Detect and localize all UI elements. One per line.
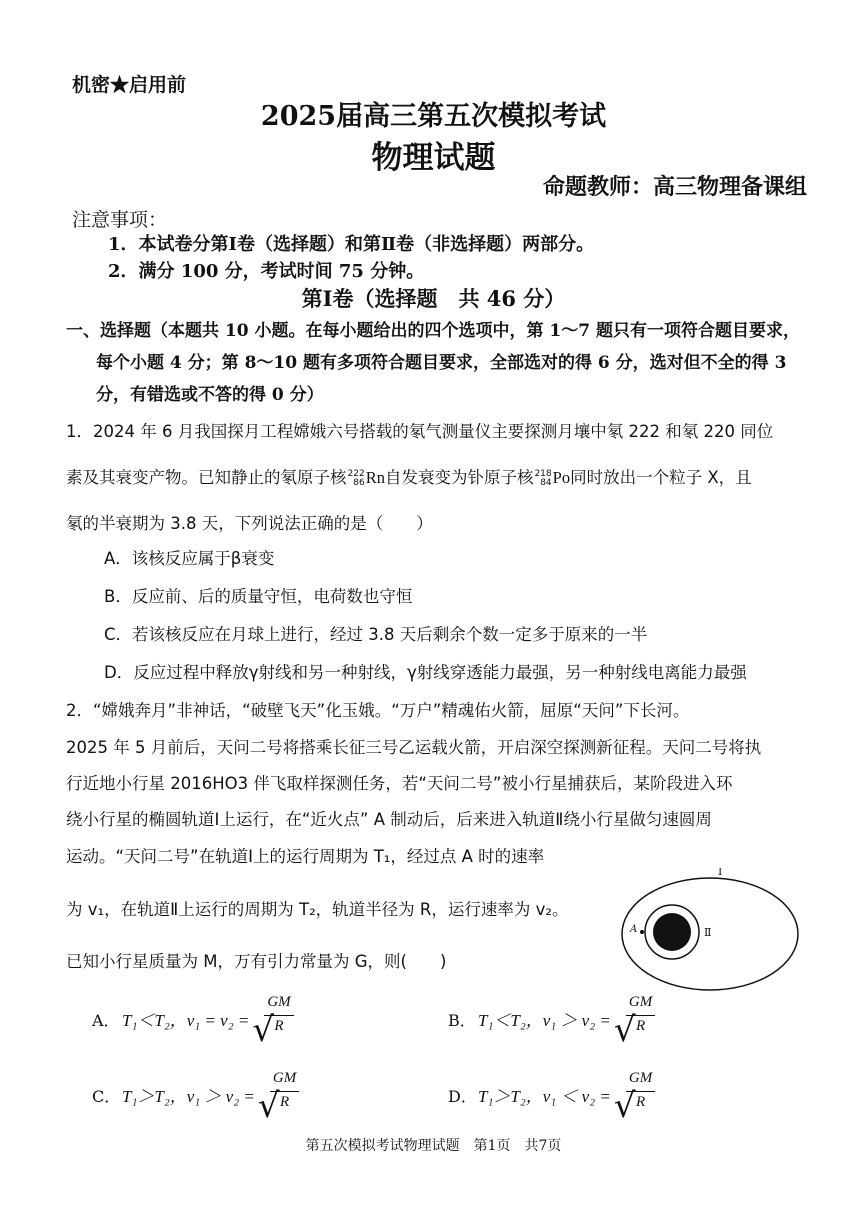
choice-label: B． [448,1011,476,1030]
sqrt-expression [613,993,655,1050]
fraction-denominator: R [274,1017,284,1034]
question-2-choice-c [92,1069,299,1134]
polonium-mass-number: 218 [534,468,552,479]
choice-expression: T₁＞T₂，v₁ ＜ v₂ = [478,1087,611,1106]
choice-label: C． [92,1087,121,1106]
question-1-option-d: D．反应过程中释放γ射线和另一种射线，γ射线穿透能力最强，另一种射线电离能力最强 [104,663,747,682]
question-2-text: 已知小行星质量为 M，万有引力常量为 G，则( ) [66,952,447,971]
fraction: GM R [626,1091,655,1111]
sqrt-sign-icon: √ [613,1085,636,1126]
question-2-text: 行近地小行星 2016HO3 伴飞取样探测任务，若“天问二号”被小行星捕获后，某阶段进入环 [66,774,733,793]
question-1-text-part: 同时放出一个粒子 X，且 [570,468,752,487]
choice-label: D． [448,1087,477,1106]
fraction: GM R [626,1015,655,1035]
sqrt-sign-icon: √ [257,1085,280,1126]
point-a-label: A [630,924,638,935]
page-footer: 第五次模拟考试物理试题 第1页 共7页 [305,1138,562,1154]
note-item: 1．本试卷分第Ⅰ卷（选择题）和第Ⅱ卷（非选择题）两部分。 [108,234,595,255]
fraction-denominator: R [635,1093,646,1110]
question-2-text: 运动。“天问二号”在轨道Ⅰ上的运行周期为 T₁，经过点 A 时的速率 [66,847,545,866]
question-setter: 命题教师：高三物理备课组 [542,174,807,200]
fraction: GM R [270,1091,299,1111]
section-instruction: 一、选择题（本题共 10 小题。在每小题给出的四个选项中，第 1～7 题只有一项符合题目要求， [66,321,800,341]
sqrt-expression [613,1069,655,1126]
orbit-diagram [618,868,804,996]
polonium-symbol: Po [552,468,571,487]
question-1-text-part: 素及其衰变产物。已知静止的氡原子核 [66,468,347,487]
polonium-atomic-number: 84 [540,477,552,488]
question-1-option-c: C．若该核反应在月球上进行，经过 3.8 天后剩余个数一定多于原来的一半 [104,625,648,644]
sqrt-expression [257,1069,299,1126]
orbit-2-label: Ⅱ [704,926,712,939]
section-title: 第Ⅰ卷（选择题 共 46 分） [301,286,566,311]
subject-title: 物理试题 [371,140,496,176]
point-a-marker [640,930,644,934]
choice-expression: T₁＜T₂，v₁ ＞ v₂ = [478,1011,611,1030]
choice-expression: T₁＜T₂，v₁ = v₂ = [122,1011,250,1030]
fraction: GM R [264,1015,293,1035]
section-instruction: 分，有错选或不答的得 0 分） [96,385,324,405]
question-1-text [66,464,752,488]
question-1-text: 1．2024 年 6 月我国探月工程嫦娥六号搭载的氡气测量仪主要探测月壤中氡 222 和氡 220 同位 [66,422,774,441]
question-2-text: 2．“嫦娥奔月”非神话，“破壁飞天”化玉娥。“万户”精魂佑火箭，屈原“天问”下长河。 [66,701,690,720]
choice-label: A． [92,1011,120,1030]
question-1-option-a: A．该核反应属于β衰变 [104,549,275,568]
radon-atomic-number: 86 [353,477,365,488]
notes-heading: 注意事项： [72,209,168,231]
question-2-text: 为 v₁，在轨道Ⅱ上运行的周期为 T₂，轨道半径为 R，运行速率为 v₂。 [66,900,569,919]
section-instruction: 每个小题 4 分；第 8～10 题有多项符合题目要求，全部选对的得 6 分，选对但不全的得 3 [96,353,787,373]
question-2-choice-b [448,993,655,1058]
question-2-choice-a [92,993,294,1058]
question-2-text: 2025 年 5 月前后，天问二号将搭乘长征三号乙运载火箭，开启深空探测新征程。天问二号将执 [66,738,762,757]
exam-title: 2025届高三第五次模拟考试 [260,101,607,132]
sqrt-sign-icon: √ [613,1009,636,1050]
question-1-option-b: B．反应前、后的质量守恒，电荷数也守恒 [104,587,413,606]
radon-mass-number: 222 [347,468,365,479]
sqrt-expression [252,993,293,1050]
radon-nuclide-indices [348,470,365,488]
sqrt-sign-icon: √ [252,1009,275,1050]
question-1-text-part: 自发衰变为钋原子核 [384,468,534,487]
asteroid-body [653,913,691,951]
orbit-1-label: Ⅰ [718,868,723,878]
question-2-text: 绕小行星的椭圆轨道Ⅰ上运行，在“近火点” A 制动后，后来进入轨道Ⅱ绕小行星做匀速圆周 [66,810,712,829]
question-1-text: 氡的半衰期为 3.8 天，下列说法正确的是（ ） [66,514,433,533]
question-2-choice-d [448,1069,655,1134]
polonium-nuclide-indices [534,470,551,488]
confidential-label: 机密★启用前 [72,74,187,96]
fraction-denominator: R [279,1093,290,1110]
fraction-denominator: R [635,1017,646,1034]
radon-symbol: Rn [365,468,385,487]
note-item: 2．满分 100 分，考试时间 75 分钟。 [108,261,425,282]
choice-expression: T₁＞T₂，v₁ ＞ v₂ = [122,1087,255,1106]
